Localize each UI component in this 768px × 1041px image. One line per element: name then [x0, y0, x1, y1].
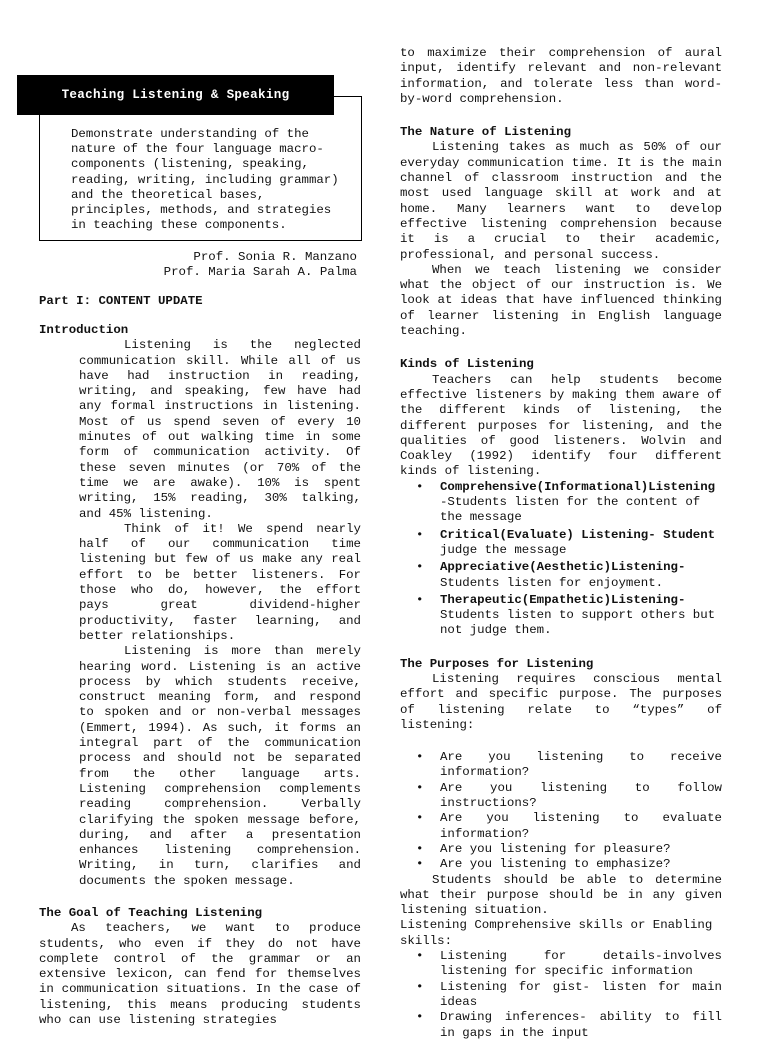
kinds-paragraph-1: Teachers can help students become effective listeners by making them aware of the different kinds of listening, the different purposes for listening, and the qualities of good listeners. Wolvin and Coakley (1992) identify four different kinds of listening. [400, 372, 722, 479]
list-item: • Are you listening to follow instructions? [400, 781, 722, 812]
introduction-paragraph-2: Think of it! We spend nearly half of our communication time listening but few of us make any real effort to be better listeners. For those who do, however, the effort pays great dividend-higher productivity, faster learning, and better relationships. [79, 521, 361, 643]
kind-term: Comprehensive(Informational)Listening [440, 479, 716, 494]
author-1: Prof. Sonia R. Manzano [193, 250, 357, 264]
introduction-body [39, 338, 361, 889]
nature-paragraph-1: Listening takes as much as 50% of our everyday communication time. It is the main channel of classroom instruction and the most used language skill at work and at home. Many learners want to develop effective listening comprehension because it is a crucial to their academic, professional, and personal success. [400, 140, 722, 262]
skills-list [400, 949, 722, 1041]
kinds-list [400, 480, 722, 639]
introduction-paragraph-1: Listening is the neglected communication skill. While all of us have had instruction in reading, writing, and speaking, few have had any formal instructions in listening. Most of us spend seven of every 10 minutes of out walking time in some form of communication activity. Of these seven minutes (or 70% of the time we are awake). 10% is spent writing, 15% reading, 30% talking, and 45% listening. [79, 338, 361, 521]
left-column [39, 323, 361, 1028]
objective-text: Demonstrate understanding of the nature of the four language macro-components (listening, speaking, reading, writing, including grammar) and the theoretical bases, principles, methods, and strategies in teaching these components. [71, 127, 339, 233]
list-item [400, 480, 722, 526]
kind-description: judge the message [440, 542, 567, 557]
purposes-question-list [400, 750, 722, 872]
list-item: • Are you listening to receive information? [400, 750, 722, 781]
kind-term: Therapeutic(Empathetic)Listening- [440, 592, 686, 607]
kinds-heading: Kinds of Listening [400, 357, 534, 372]
list-item [400, 528, 722, 559]
kind-description: Students listen for enjoyment. [440, 575, 664, 590]
list-item: • Are you listening to emphasize? [400, 857, 722, 872]
document-title [17, 75, 334, 115]
goal-paragraph-continued: to maximize their comprehension of aural input, identify relevant and non-relevant information, and tolerate less than word-by-word comprehension. [400, 46, 722, 106]
kind-term: Critical(Evaluate) Listening- Student [440, 527, 716, 542]
list-item: • Drawing inferences- ability to fill in gaps in the input [400, 1010, 722, 1041]
right-column [400, 46, 722, 1041]
purposes-paragraph-3: Listening Comprehensive skills or Enabling skills: [400, 918, 713, 948]
part-heading: Part I: CONTENT UPDATE [39, 294, 203, 308]
list-item: • Are you listening for pleasure? [400, 842, 722, 857]
author-2: Prof. Maria Sarah A. Palma [163, 265, 357, 280]
kind-term: Appreciative(Aesthetic)Listening- [440, 560, 686, 575]
title-frame-line [334, 96, 362, 97]
document-title-text: Teaching Listening & Speaking [61, 88, 290, 102]
kind-description: Students listen to support others but not judge them. [440, 608, 716, 638]
list-item: • Listening for details-involves listening for specific information [400, 949, 722, 980]
purposes-paragraph-1: Listening requires conscious mental effort and specific purpose. The purposes of listening relate to “types” of listening: [400, 671, 722, 732]
title-frame-vertical-line [361, 96, 362, 241]
list-item [400, 560, 722, 591]
purposes-paragraph-2: Students should be able to determine what their purpose should be in any given listening situation. [400, 872, 722, 918]
authors [39, 250, 357, 281]
nature-heading: The Nature of Listening [400, 125, 572, 140]
purposes-heading: The Purposes for Listening [400, 656, 594, 671]
nature-paragraph-2: When we teach listening we consider what the object of our instruction is. We look at ideas that have influenced thinking of learner listening in English language teaching. [400, 262, 722, 339]
introduction-heading: Introduction [39, 323, 129, 337]
kind-description: -Students listen for the content of the message [440, 495, 701, 525]
list-item [400, 593, 722, 639]
list-item: • Are you listening to evaluate information? [400, 811, 722, 842]
goal-heading: The Goal of Teaching Listening [39, 905, 263, 920]
list-item: • Listening for gist- listen for main ideas [400, 980, 722, 1011]
goal-paragraph-1: As teachers, we want to produce students, who even if they do not have complete control of the grammar or an extensive lexicon, can fend for themselves in communication situations. In the case of listening, this means producing students who can use listening strategies [39, 921, 361, 1028]
introduction-paragraph-3: Listening is more than merely hearing word. Listening is an active process by which students receive, construct meaning form, and respond to spoken and or non-verbal messages (Emmert, 1994). As such, it forms an integral part of the communication process and should not be separated from the other language arts. Listening comprehension complements reading comprehension. Verbally clarifying the spoken message before, during, and after a presentation enhances listening comprehension. Writing, in turn, clarifies and documents the spoken message. [79, 644, 361, 888]
